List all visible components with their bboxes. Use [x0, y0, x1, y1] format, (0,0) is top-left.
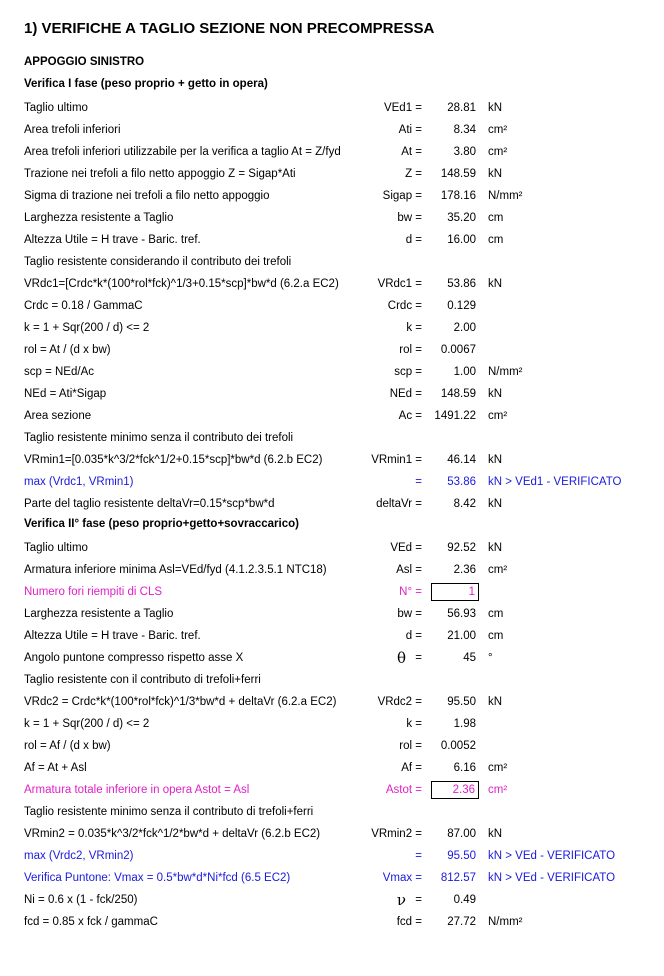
- row-value: 95.50: [447, 696, 476, 708]
- table-row: [0, 295, 664, 317]
- row-value: 53.86: [447, 278, 476, 290]
- row-label: rol = At / (d x bw): [24, 344, 111, 356]
- row-unit: kN > VEd - VERIFICATO: [488, 872, 616, 884]
- row-unit: cm: [488, 630, 504, 642]
- row-value: 8.34: [453, 124, 476, 136]
- table-row: [0, 713, 664, 735]
- row-symbol: VRmin1 =: [371, 454, 422, 466]
- row-symbol: Vmax =: [382, 872, 422, 884]
- row-unit: kN: [488, 542, 503, 554]
- row-value: 2.36: [453, 564, 476, 576]
- row-unit: kN: [488, 102, 503, 114]
- table-row: [0, 119, 664, 141]
- row-symbol: k =: [406, 718, 422, 730]
- row-label: k = 1 + Sqr(200 / d) <= 2: [24, 322, 150, 334]
- row-value: 56.93: [447, 608, 476, 620]
- row-symbol: bw =: [397, 212, 422, 224]
- row-label: Crdc = 0.18 / GammaC: [24, 300, 143, 312]
- row-symbol: k =: [406, 322, 422, 334]
- row-label: VRdc1=[Crdc*k*(100*rol*fck)^1/3+0.15*scp]*bw*d (6.2.a EC2): [24, 278, 339, 290]
- row-label: Altezza Utile = H trave - Baric. tref.: [24, 234, 201, 246]
- row-unit: kN: [488, 388, 503, 400]
- row-unit: kN: [488, 828, 503, 840]
- table-row: [0, 559, 664, 581]
- row-label: NEd = Ati*Sigap: [24, 388, 107, 400]
- value-input-cell[interactable]: 1: [431, 583, 479, 601]
- row-symbol: scp =: [394, 366, 422, 378]
- table-row: [0, 405, 664, 427]
- table-row: [0, 163, 664, 185]
- table-row: [0, 889, 664, 911]
- row-value: 28.81: [447, 102, 476, 114]
- table-row: [0, 471, 664, 493]
- row-unit: cm: [488, 212, 504, 224]
- row-value: 87.00: [447, 828, 476, 840]
- row-label: Armatura totale inferiore in opera Astot = Asl: [24, 784, 250, 796]
- row-unit: N/mm²: [488, 916, 523, 928]
- row-symbol: =: [415, 476, 422, 488]
- table-row: [0, 779, 664, 801]
- row-symbol: Z =: [405, 168, 422, 180]
- row-unit: kN: [488, 168, 503, 180]
- row-label: fcd = 0.85 x fck / gammaC: [24, 916, 158, 928]
- row-label: rol = Af / (d x bw): [24, 740, 111, 752]
- row-value: 1.98: [453, 718, 476, 730]
- table-row: [0, 273, 664, 295]
- row-label: Taglio ultimo: [24, 102, 88, 114]
- row-value: 27.72: [447, 916, 476, 928]
- row-value: 92.52: [447, 542, 476, 554]
- row-unit: cm²: [488, 146, 508, 158]
- row-value: 812.57: [440, 872, 476, 884]
- page-title: 1) VERIFICHE A TAGLIO SEZIONE NON PRECOMPRESSA: [24, 20, 435, 37]
- table-row: [0, 251, 664, 273]
- row-value: 45: [463, 652, 476, 664]
- row-symbol: NEd =: [389, 388, 422, 400]
- phase2-heading: Verifica II° fase (peso proprio+getto+sovraccarico): [24, 518, 299, 530]
- row-unit: N/mm²: [488, 190, 523, 202]
- row-value: 3.80: [453, 146, 476, 158]
- row-symbol: d =: [405, 234, 422, 246]
- row-symbol: fcd =: [396, 916, 422, 928]
- table-row: [0, 735, 664, 757]
- table-row: [0, 141, 664, 163]
- row-label: Taglio resistente minimo senza il contributo dei trefoli: [24, 432, 294, 444]
- row-symbol: rol =: [399, 344, 422, 356]
- row-symbol: VRdc1 =: [377, 278, 422, 290]
- row-value: 21.00: [447, 630, 476, 642]
- row-value: 6.16: [453, 762, 476, 774]
- row-value: 178.16: [440, 190, 476, 202]
- table-row: [0, 361, 664, 383]
- row-label: Area sezione: [24, 410, 92, 422]
- row-symbol: rol =: [399, 740, 422, 752]
- row-symbol: Sigap =: [382, 190, 422, 202]
- row-label: Taglio resistente minimo senza il contributo di trefoli+ferri: [24, 806, 314, 818]
- section-support-heading: APPOGGIO SINISTRO: [24, 56, 145, 68]
- table-row: [0, 185, 664, 207]
- row-label: Parte del taglio resistente deltaVr=0.15*scp*bw*d: [24, 498, 275, 510]
- row-label: Armatura inferiore minima Asl=VEd/fyd (4.1.2.3.5.1 NTC18): [24, 564, 327, 576]
- row-label: Verifica Puntone: Vmax = 0.5*bw*d*Ni*fcd (6.5 EC2): [24, 872, 291, 884]
- row-symbol: Ac =: [398, 410, 422, 422]
- row-symbol: VRmin2 =: [371, 828, 422, 840]
- table-row: [0, 867, 664, 889]
- row-unit: °: [488, 652, 493, 664]
- row-value: 16.00: [447, 234, 476, 246]
- row-label: Area trefoli inferiori utilizzabile per la verifica a taglio At = Z/fyd: [24, 146, 341, 158]
- table-row: [0, 229, 664, 251]
- row-symbol: =: [415, 850, 422, 862]
- table-row: [0, 911, 664, 933]
- table-row: [0, 427, 664, 449]
- row-value: 1491.22: [434, 410, 476, 422]
- row-symbol: VEd1 =: [383, 102, 422, 114]
- row-value: 46.14: [447, 454, 476, 466]
- row-symbol: bw =: [397, 608, 422, 620]
- row-value: 0.0067: [440, 344, 476, 356]
- row-unit: cm²: [488, 124, 508, 136]
- row-value: 8.42: [453, 498, 476, 510]
- row-label: VRdc2 = Crdc*k*(100*rol*fck)^1/3*bw*d + deltaVr (6.2.a EC2): [24, 696, 337, 708]
- table-row: [0, 823, 664, 845]
- row-symbol: VEd =: [390, 542, 422, 554]
- row-value: 0.129: [447, 300, 476, 312]
- row-unit: kN > VEd - VERIFICATO: [488, 850, 616, 862]
- row-label: Numero fori riempiti di CLS: [24, 586, 163, 598]
- row-label: max (Vrdc2, VRmin2): [24, 850, 134, 862]
- row-unit: kN > VEd1 - VERIFICATO: [488, 476, 622, 488]
- row-symbol: d =: [405, 630, 422, 642]
- row-label: Altezza Utile = H trave - Baric. tref.: [24, 630, 201, 642]
- row-label: Ni = 0.6 x (1 - fck/250): [24, 894, 138, 906]
- row-unit: kN: [488, 498, 503, 510]
- row-symbol: θ: [396, 649, 406, 667]
- row-unit: kN: [488, 454, 503, 466]
- row-value: 0.49: [453, 894, 476, 906]
- table-row: [0, 581, 664, 603]
- row-unit: cm²: [488, 564, 508, 576]
- row-symbol: Astot =: [385, 784, 422, 796]
- row-value: 1.00: [453, 366, 476, 378]
- row-label: Af = At + Asl: [24, 762, 87, 774]
- row-unit: cm²: [488, 410, 508, 422]
- table-row: [0, 801, 664, 823]
- row-unit: kN: [488, 278, 503, 290]
- equals-sign: =: [415, 652, 422, 664]
- row-value: 148.59: [440, 388, 476, 400]
- row-unit: N/mm²: [488, 366, 523, 378]
- row-symbol: N° =: [399, 586, 422, 598]
- row-label: Angolo puntone compresso rispetto asse X: [24, 652, 244, 664]
- row-unit: cm: [488, 608, 504, 620]
- row-unit: cm: [488, 234, 504, 246]
- table-row: [0, 339, 664, 361]
- row-symbol: Af =: [401, 762, 422, 774]
- row-symbol: Asl =: [396, 564, 422, 576]
- row-label: Larghezza resistente a Taglio: [24, 608, 174, 620]
- row-label: Sigma di trazione nei trefoli a filo netto appoggio: [24, 190, 270, 202]
- row-value: 95.50: [447, 850, 476, 862]
- row-value: 35.20: [447, 212, 476, 224]
- row-label: Taglio resistente considerando il contributo dei trefoli: [24, 256, 292, 268]
- row-unit: kN: [488, 696, 503, 708]
- row-label: VRmin1=[0.035*k^3/2*fck^1/2+0.15*scp]*bw*d (6.2.b EC2): [24, 454, 323, 466]
- table-row: [0, 317, 664, 339]
- row-value: 148.59: [440, 168, 476, 180]
- value-input-cell[interactable]: 2.36: [431, 781, 479, 799]
- table-row: [0, 493, 664, 515]
- row-label: VRmin2 = 0.035*k^3/2*fck^1/2*bw*d + deltaVr (6.2.b EC2): [24, 828, 321, 840]
- table-row: [0, 845, 664, 867]
- table-row: [0, 691, 664, 713]
- table-row: [0, 647, 664, 669]
- row-symbol: Crdc =: [387, 300, 422, 312]
- table-row: [0, 603, 664, 625]
- equals-sign: =: [415, 894, 422, 906]
- row-symbol: ν: [396, 891, 406, 909]
- row-value: 0.0052: [440, 740, 476, 752]
- table-row: [0, 669, 664, 691]
- row-label: k = 1 + Sqr(200 / d) <= 2: [24, 718, 150, 730]
- row-symbol: deltaVr =: [376, 498, 422, 510]
- row-value: 53.86: [447, 476, 476, 488]
- row-value: 2.00: [453, 322, 476, 334]
- row-symbol: VRdc2 =: [377, 696, 422, 708]
- row-label: Larghezza resistente a Taglio: [24, 212, 174, 224]
- table-row: [0, 757, 664, 779]
- row-label: scp = NEd/Ac: [24, 366, 94, 378]
- table-row: [0, 449, 664, 471]
- table-row: [0, 207, 664, 229]
- row-label: Taglio resistente con il contributo di trefoli+ferri: [24, 674, 261, 686]
- row-unit: cm²: [488, 784, 508, 796]
- row-unit: cm²: [488, 762, 508, 774]
- row-label: max (Vrdc1, VRmin1): [24, 476, 134, 488]
- table-row: [0, 97, 664, 119]
- table-row: [0, 625, 664, 647]
- phase1-heading: Verifica I fase (peso proprio + getto in opera): [24, 78, 268, 90]
- table-row: [0, 383, 664, 405]
- row-symbol: Ati =: [398, 124, 422, 136]
- table-row: [0, 537, 664, 559]
- row-symbol: At =: [401, 146, 422, 158]
- row-label: Area trefoli inferiori: [24, 124, 121, 136]
- row-label: Taglio ultimo: [24, 542, 88, 554]
- row-label: Trazione nei trefoli a filo netto appoggio Z = Sigap*Ati: [24, 168, 296, 180]
